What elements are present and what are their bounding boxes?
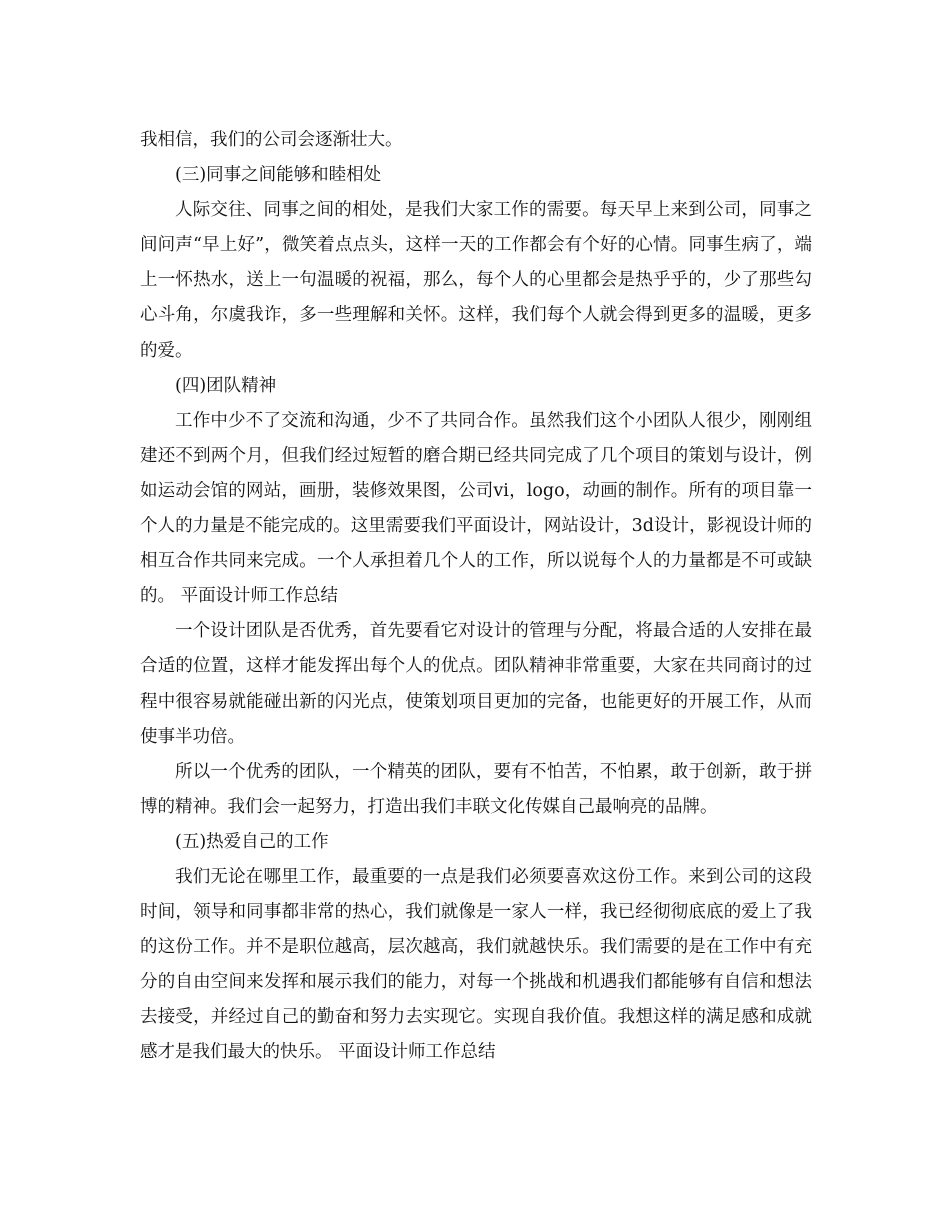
- paragraph-continuation: 我相信，我们的公司会逐渐壮大。: [140, 130, 403, 150]
- paragraph-colleagues: 人际交往、同事之间的相处，是我们大家工作的需要。每天早上来到公司，同事之间问声“早上好”，微笑着点点头，这样一天的工作都会有个好的心情。同事生病了，端上一怀热水，送上一句温暖的祝福，那么，每个人的心里都会是热乎乎的，少了那些勾心斗角，尔虞我诈，多一些理解和关怀。这样，我们每个人就会得到更多的温暖，更多的爱。: [140, 200, 812, 361]
- section-heading-3: (三)同事之间能够和睦相处: [175, 165, 382, 186]
- section-heading-4: (四)团队精神: [175, 375, 277, 396]
- section-heading-5: (五)热爱自己的工作: [175, 831, 329, 852]
- paragraph-design-team: 一个设计团队是否优秀，首先要看它对设计的管理与分配，将最合适的人安排在最合适的位置，这样才能发挥出每个人的优点。团队精神非常重要，大家在共同商讨的过程中很容易就能碰出新的闪光点，使策划项目更加的完备，也能更好的开展工作，从而使事半功倍。: [140, 621, 812, 747]
- document-body: [140, 123, 812, 1071]
- paragraph-love-work: 我们无论在哪里工作，最重要的一点是我们必须要喜欢这份工作。来到公司的这段时间，领导和同事都非常的热心，我们就像是一家人一样，我已经彻彻底底的爱上了我的这份工作。并不是职位越高，层次越高，我们就越快乐。我们需要的是在工作中有充分的自由空间来发挥和展示我们的能力，对每一个挑战和机遇我们都能够有自信和想法去接受，并经过自己的勤奋和努力去实现它。实现自我价值。我想这样的满足感和成就感才是我们最大的快乐。 平面设计师工作总结: [140, 866, 812, 1063]
- paragraph-excellent-team: 所以一个优秀的团队，一个精英的团队，要有不怕苦，不怕累，敢于创新，敢于拼博的精神。我们会一起努力，打造出我们丰联文化传媒自己最响亮的品牌。: [140, 761, 812, 817]
- paragraph-teamwork: 工作中少不了交流和沟通，少不了共同合作。虽然我们这个小团队人很少，刚刚组建还不到两个月，但我们经过短暂的磨合期已经共同完成了几个项目的策划与设计，例如运动会馆的网站，画册，装修效果图，公司vi，logo，动画的制作。所有的项目靠一个人的力量是不能完成的。这里需要我们平面设计，网站设计，3d设计，影视设计师的相互合作共同来完成。一个人承担着几个人的工作，所以说每个人的力量都是不可或缺的。 平面设计师工作总结: [140, 410, 812, 607]
